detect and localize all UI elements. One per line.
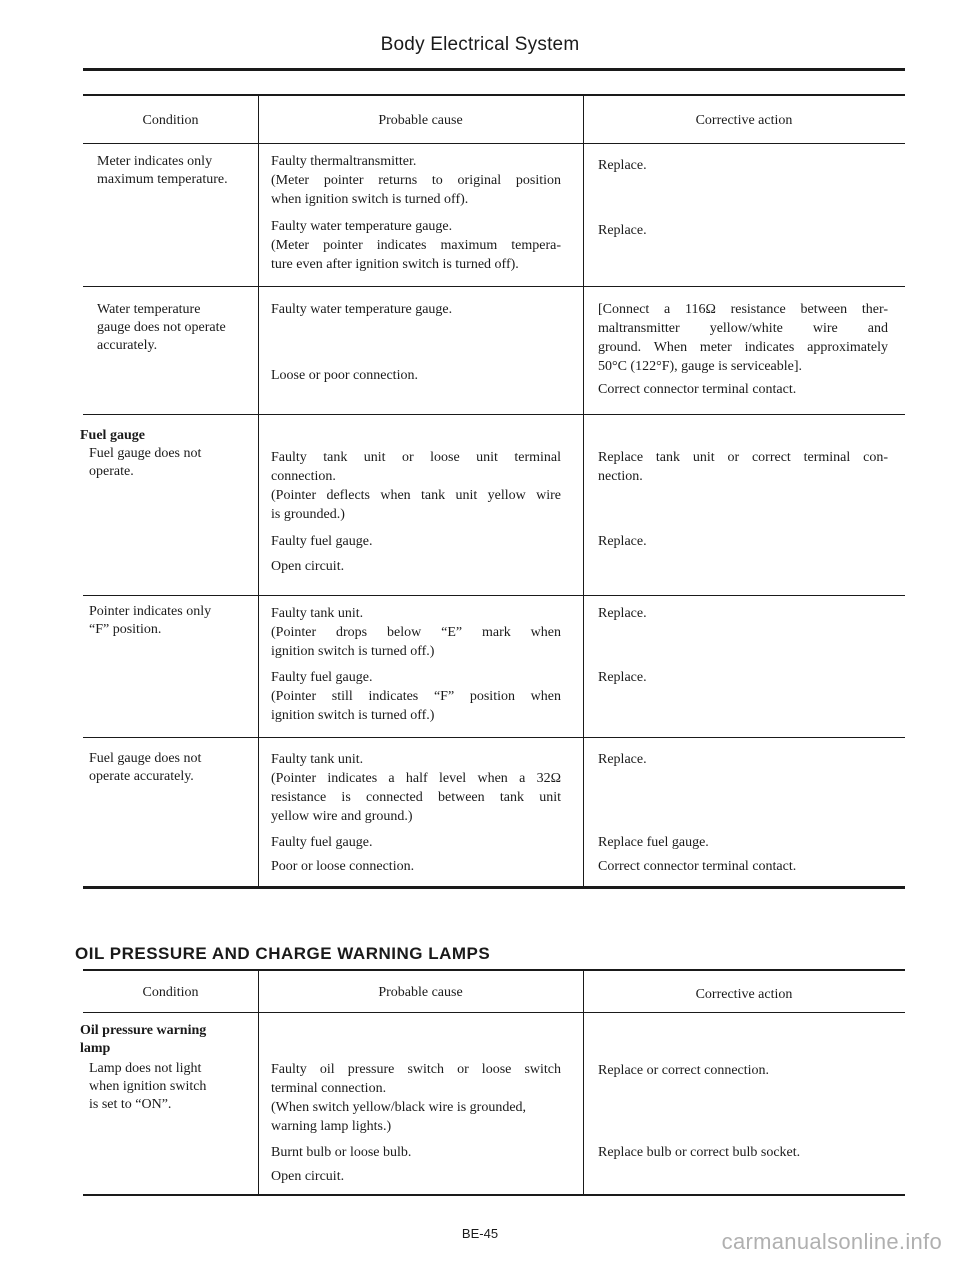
- condition-line: operate accurately.: [89, 769, 194, 784]
- cause-line: Open circuit.: [271, 559, 345, 574]
- condition-line: gauge does not operate: [97, 320, 226, 335]
- condition-line: Fuel gauge does not: [89, 446, 202, 461]
- cause-line: Faulty tank unit or loose unit terminal: [271, 450, 561, 465]
- column-header-condition: Condition: [142, 113, 199, 128]
- table-top-rule: [83, 94, 905, 96]
- condition-line: Fuel gauge does not: [89, 751, 202, 766]
- table-bottom-rule: [83, 886, 905, 889]
- cause-line: Faulty oil pressure switch or loose switch: [271, 1062, 561, 1077]
- action-line: Correct connector terminal contact.: [598, 859, 797, 874]
- cause-line: resistance is connected between tank unit: [271, 790, 561, 805]
- header-separator: [83, 1012, 905, 1013]
- cause-line: Faulty tank unit.: [271, 752, 364, 767]
- action-line: Replace or correct connection.: [598, 1063, 770, 1078]
- table-bottom-rule: [83, 1194, 905, 1196]
- action-line: Replace.: [598, 223, 647, 238]
- action-line: Replace.: [598, 158, 647, 173]
- cause-line: (When switch yellow/black wire is grounded,: [271, 1100, 527, 1115]
- cause-line: Poor or loose connection.: [271, 859, 415, 874]
- condition-subheading: Oil pressure warning: [80, 1023, 207, 1038]
- column-divider: [583, 94, 584, 888]
- cause-line: Faulty water temperature gauge.: [271, 302, 453, 317]
- page-title: Body Electrical System: [380, 34, 580, 55]
- row-separator: [83, 286, 905, 287]
- cause-line: (Meter pointer indicates maximum tempera-: [271, 238, 561, 253]
- condition-line: Pointer indicates only: [89, 604, 212, 619]
- condition-line: Meter indicates only: [97, 154, 213, 169]
- cause-line: (Pointer deflects when tank unit yellow wire: [271, 488, 561, 503]
- row-separator: [83, 737, 905, 738]
- condition-line: when ignition switch: [89, 1079, 207, 1094]
- cause-line: warning lamp lights.): [271, 1119, 392, 1134]
- action-line: Correct connector terminal contact.: [598, 382, 797, 397]
- condition-line: operate.: [89, 464, 134, 479]
- cause-line: connection.: [271, 469, 336, 484]
- cause-line: Faulty fuel gauge.: [271, 534, 373, 549]
- cause-line: ture even after ignition switch is turned off).: [271, 257, 519, 272]
- cause-line: (Meter pointer returns to original position: [271, 173, 561, 188]
- cause-line: Faulty tank unit.: [271, 606, 364, 621]
- condition-subheading: lamp: [80, 1041, 111, 1056]
- action-line: Replace.: [598, 752, 647, 767]
- cause-line: ignition switch is turned off.): [271, 708, 435, 723]
- cause-line: when ignition switch is turned off).: [271, 192, 469, 207]
- condition-line: is set to “ON”.: [89, 1097, 172, 1112]
- cause-line: Faulty thermaltransmitter.: [271, 154, 417, 169]
- action-line: maltransmitter yellow/white wire and: [598, 321, 888, 336]
- cause-line: ignition switch is turned off.): [271, 644, 435, 659]
- cause-line: Faulty water temperature gauge.: [271, 219, 453, 234]
- action-line: Replace.: [598, 670, 647, 685]
- column-header-cause: Probable cause: [378, 113, 463, 128]
- cause-line: terminal connection.: [271, 1081, 387, 1096]
- cause-line: Faulty fuel gauge.: [271, 835, 373, 850]
- column-header-condition: Condition: [142, 985, 199, 1000]
- cause-line: yellow wire and ground.): [271, 809, 413, 824]
- condition-line: Lamp does not light: [89, 1061, 202, 1076]
- action-line: Replace fuel gauge.: [598, 835, 709, 850]
- header-rule: [83, 68, 905, 71]
- action-line: [Connect a 116Ω resistance between ther-: [598, 302, 888, 317]
- cause-line: is grounded.): [271, 507, 345, 522]
- action-line: Replace bulb or correct bulb socket.: [598, 1145, 801, 1160]
- cause-line: Open circuit.: [271, 1169, 345, 1184]
- column-header-action: Corrective action: [695, 987, 793, 1002]
- header-separator: [83, 143, 905, 144]
- page-number: BE-45: [461, 1226, 499, 1241]
- action-line: 50°C (122°F), gauge is serviceable].: [598, 359, 803, 374]
- column-divider: [258, 94, 259, 888]
- action-line: ground. When meter indicates approximately: [598, 340, 888, 355]
- column-header-action: Corrective action: [695, 113, 793, 128]
- condition-line: Water temperature: [97, 302, 201, 317]
- row-separator: [83, 414, 905, 415]
- cause-line: (Pointer indicates a half level when a 32Ω: [271, 771, 561, 786]
- section-heading: OIL PRESSURE AND CHARGE WARNING LAMPS: [75, 944, 491, 963]
- action-line: Replace.: [598, 534, 647, 549]
- watermark: carmanualsonline.info: [721, 1229, 942, 1254]
- cause-line: (Pointer drops below “E” mark when: [271, 625, 561, 640]
- column-header-cause: Probable cause: [378, 985, 463, 1000]
- cause-line: (Pointer still indicates “F” position when: [271, 689, 561, 704]
- action-line: Replace.: [598, 606, 647, 621]
- row-separator: [83, 595, 905, 596]
- table-top-rule: [83, 969, 905, 971]
- action-line: nection.: [598, 469, 643, 484]
- cause-line: Burnt bulb or loose bulb.: [271, 1145, 412, 1160]
- cause-line: Loose or poor connection.: [271, 368, 418, 383]
- cause-line: Faulty fuel gauge.: [271, 670, 373, 685]
- column-divider: [258, 969, 259, 1196]
- condition-subheading: Fuel gauge: [80, 428, 145, 443]
- action-line: Replace tank unit or correct terminal con-: [598, 450, 888, 465]
- condition-line: accurately.: [97, 338, 158, 353]
- condition-line: “F” position.: [89, 622, 162, 637]
- condition-line: maximum temperature.: [97, 172, 228, 187]
